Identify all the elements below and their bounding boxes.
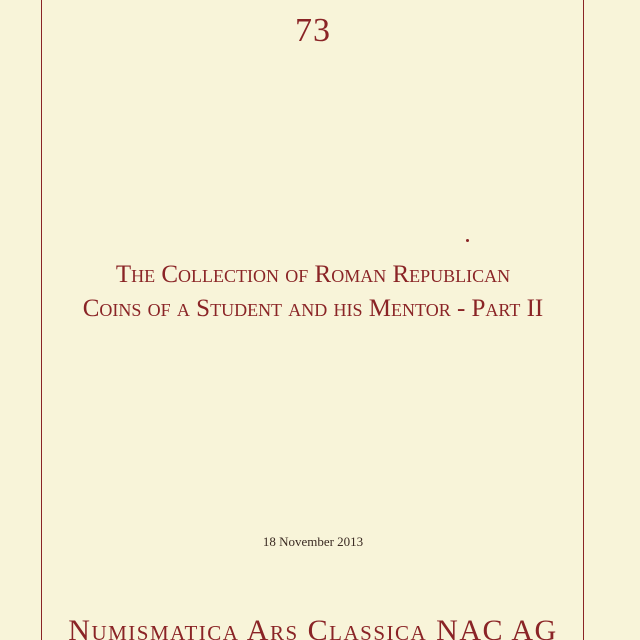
- catalogue-title: [0, 258, 626, 326]
- title-line-2: Coins of a Student and his Mentor - Part II: [82, 295, 544, 322]
- title-line-1: The Collection of Roman Republican: [115, 261, 511, 288]
- auction-date: 18 November 2013: [262, 534, 364, 549]
- publisher-name: Numismatica Ars Classica NAC AG: [68, 614, 558, 640]
- print-speck: [466, 239, 469, 242]
- catalogue-number: 73: [295, 12, 331, 49]
